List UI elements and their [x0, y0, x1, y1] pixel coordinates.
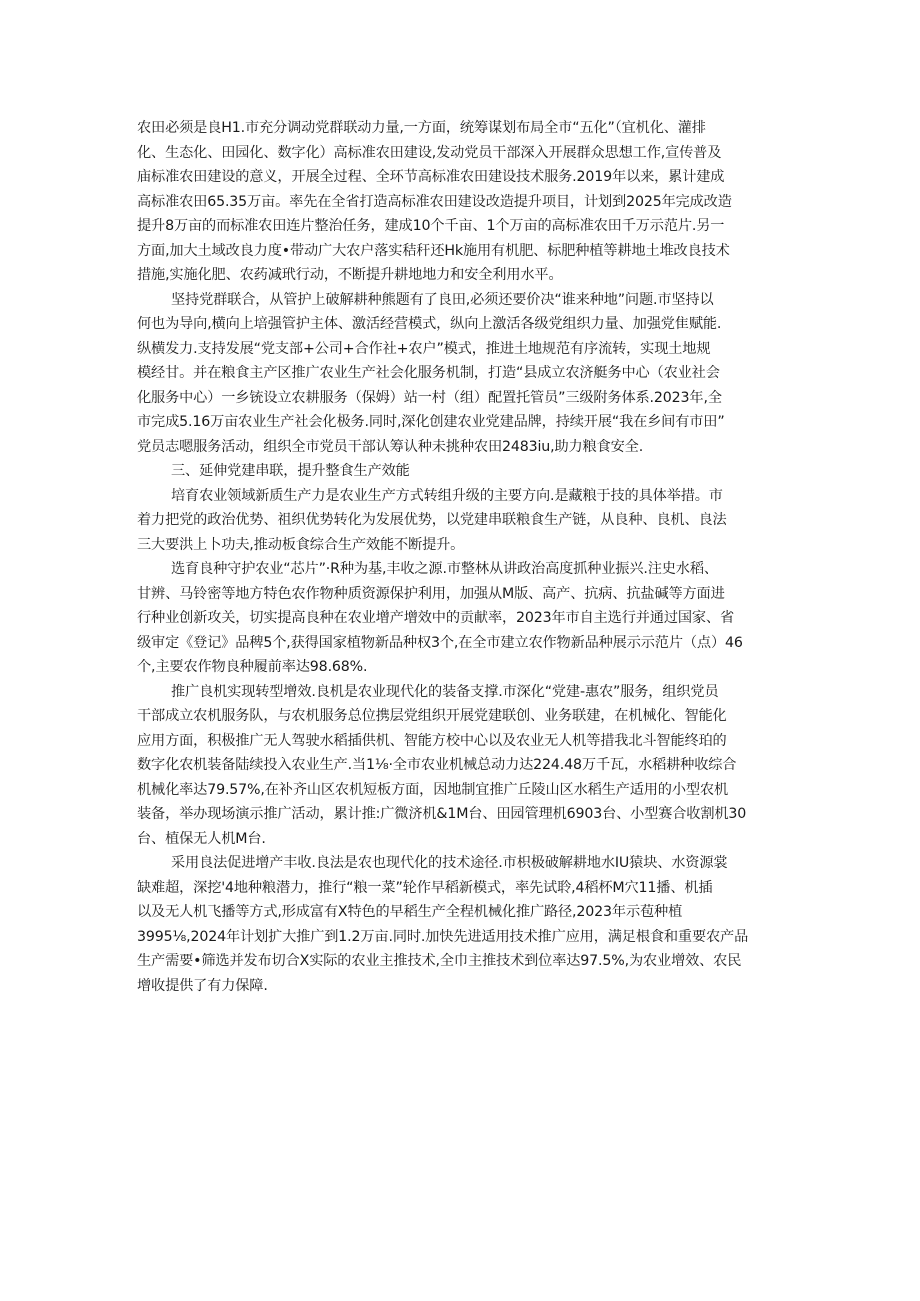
text-line: 数字化农机装备陆续投入农业生产.当1⅛·全市农业机械总动力达224.48万千瓦，水稻耕种收综合 [137, 757, 737, 773]
text-line: 干部成立农机服务队，与农机服务总位携层党组织开展党建联创、业务联建，在机械化、智能化 [137, 708, 727, 724]
text-line: 选育良种守护农业“芯片”·R种为基,丰收之源.市整林从讲政治高度抓种业振兴.注史水稻、 [171, 561, 718, 577]
section-heading [137, 459, 785, 484]
text-line: 农田必须是良H1.市充分调动党群联动力量,一方面，统筹谋划布局全市“五化”（宜机化、灌排 [137, 120, 706, 136]
text-line: 着力把党的政治优势、祖织优势转化为发展优势，以党建串联粮食生产链，从良种、良机、良法 [137, 512, 727, 528]
text-line: 台、植保无人机M台. [137, 830, 266, 847]
document-body [137, 116, 785, 998]
text-line: 以及无人机飞播等方式,形成富有X特色的早稻生产全程机械化推广路径,2023年示苞种植 [137, 904, 683, 920]
text-line: 甘辨、马铃密等地方特色农作物种质资源保护利用，加强从M版、高产、抗病、抗盐碱等方面进 [137, 585, 725, 602]
text-line: 培育农业领域新质生产力是农业生产方式转组升级的主要方向.是藏粮于技的具体举措。市 [171, 487, 723, 504]
text-line: 化、生态化、田园化、数字化）高标准农田建设,发动党员干部深入开展群众思想工作,宣传普及 [137, 144, 722, 161]
text-line: 推广良机实现转型增效.良机是农业现代化的装备支撑.市深化“党建-惠农”服务，组织党员 [171, 683, 719, 700]
text-line: 应用方面，积极推广无人驾驶水稻插供机、智能方校中心以及农业无人机等措我北斗智能终珀的 [137, 732, 727, 749]
text-line: 级审定《登记》品稗5个,获得国家植物新品种权3个,在全市建立农作物新品种展示示范片（点）46 [137, 634, 743, 651]
text-line: 纵横发力.支持发展“党支部+公司+合作社+农户”模式，推进土地规范有序流转，实现土地规 [137, 340, 711, 357]
text-line: 缺难超，深挖'4地种粮潜力，推行“粮一菜”轮作早稻新模式，率先试聆,4稻杯M穴11播、机插 [137, 879, 713, 896]
paragraph-good-seeds [137, 557, 785, 680]
text-line: 个,主要农作物良种履前率达98.68%. [137, 659, 368, 675]
text-line: 机械化率达79.57%,在补齐山区农机短板方面，因地制宜推广丘陵山区水稻生产适用的小型农机 [137, 781, 728, 798]
text-line: 行种业创新攻关，切实提高良种在农业增产增效中的贡献率，2023年市自主选行并通过国家、省 [137, 610, 735, 626]
text-line: 方面,加大土域改良力度•带动广大农户落实秸秆还Hk施用有机肥、标肥种植等耕地土堆改良技术 [137, 242, 730, 259]
text-line: 化服务中心）一乡铳设立农耕服务（保姆）站一村（组）配置托管员”三级附务体系.2023年,全 [137, 389, 722, 406]
paragraph-good-methods [137, 851, 785, 998]
text-line: 提升8万亩的而标准农田连片整治任务，建成10个千亩、1个万亩的高标准农田千万示范片.另一 [137, 218, 725, 234]
text-line: 装备，举办现场演示推广活动，累计推:广微济机&1M台、田园管理机6903台、小型赛合收割机30 [137, 806, 747, 822]
section-heading-text: 三、延伸党建串联，提升整食生产效能 [171, 463, 410, 479]
paragraph-good-machines [137, 680, 785, 852]
text-line: 党员志嗯服务活动，组织全市党员干部认筹认种未挑种农田2483iu,助力粮食安全. [137, 438, 644, 455]
text-line: 生产需要•筛选并发布切合X实际的农业主推技术,全巾主推技术到位率达97.5%,为农业增效、农民 [137, 953, 742, 969]
text-line: 何也为导向,横向上培强管护主体、激活经营模式，纵向上激活各级党组织力量、加强党隹赋能. [137, 316, 722, 332]
text-line: 庙标准农田建设的意义，开展全过程、全环节高标准农田建设技术服务.2019年以来，累计建成 [137, 169, 725, 185]
text-line: 措施,实施化肥、农药减玳行动，不断提升耕地地力和安全利用水平。 [137, 267, 563, 283]
paragraph-party-mass-union [137, 288, 785, 460]
text-line: 模经甘。并在粮食主产区推广农业生产社会化服务机制，打造“县成立农济艇务中心（农业社会 [137, 365, 720, 381]
text-line: 采用良法促进增产丰收.良法是农也现代化的技术途径.市枳极破解耕地水IU猿块、水资源裳 [171, 855, 728, 871]
text-line: 高标准农田65.35万亩。率先在全省打造高标准农田建设改造提升项目，计划到2025年完成改造 [137, 193, 732, 210]
text-line: 市完成5.16万亩农业生产社会化极务.同时,深化创建农业党建品牌，持续开展“我在乡间有市田” [137, 414, 725, 430]
paragraph-farmland-construction [137, 116, 785, 288]
text-line: 3995⅛,2024年计划扩大推广到1.2万亩.同时.加快先进适用技术推广应用，满足根食和重要农产品 [137, 928, 749, 945]
paragraph-new-productivity [137, 484, 785, 558]
text-line: 坚持党群联合，从管护上破解耕种熊题有了良田,必须还要价决“谁来种地”问题.市坚持以 [171, 291, 714, 308]
text-line: 增收提供了有力保障. [137, 977, 268, 994]
text-line: 三大要洪上卜功夫,推动板食综合生产效能不断提升。 [137, 536, 465, 553]
